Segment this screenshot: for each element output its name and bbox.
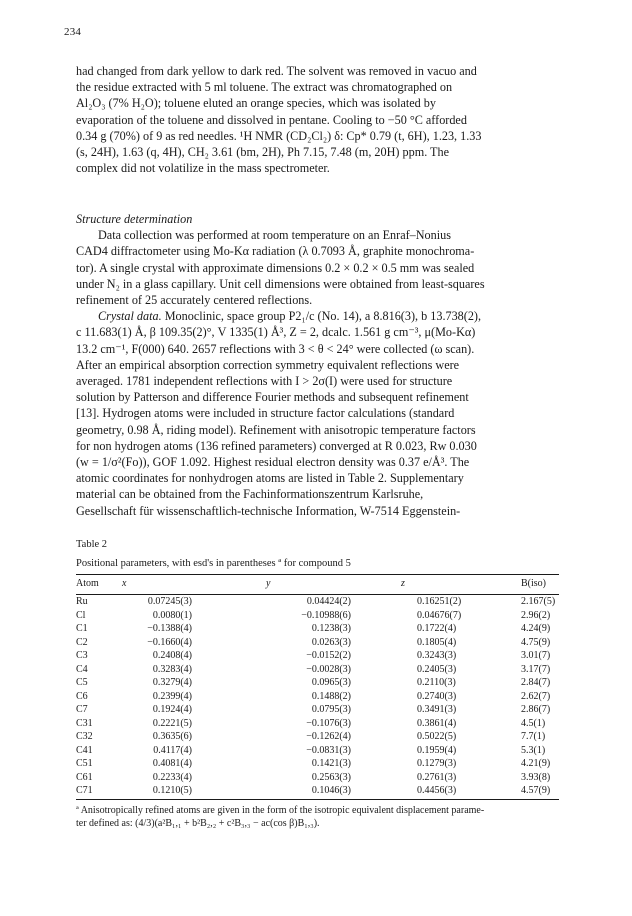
table-row [76,771,559,785]
cell-y: −0.10988(6) [301,609,351,621]
cell-biso: 2.167(5) [521,596,556,607]
cell-biso: 3.93(8) [521,771,551,783]
table-row [76,649,559,663]
text-line: solution by Patterson and difference Fourier methods and subsequent refinement [76,390,469,405]
cell-x: 0.3635(6) [152,731,192,742]
cell-atom: C6 [76,690,88,702]
cell-atom: C4 [76,663,88,675]
cell-z: 0.2405(3) [417,663,457,675]
cell-biso: 4.24(9) [521,623,551,634]
text-line: atomic coordinates for nonhydrogen atoms are listed in Table 2. Supplementary [76,471,464,486]
cell-biso: 4.57(9) [521,785,551,796]
table-row [76,784,559,798]
cell-z: 0.16251(2) [417,596,462,607]
table-row [76,609,559,623]
cell-biso: 5.3(1) [521,744,546,756]
cell-x: 0.07245(3) [147,596,192,607]
cell-y: 0.1488(2) [311,690,351,702]
text-fragment: Monoclinic, space group P2₁/c (No. 14), a 8.816(3), b 13.738(2), [161,309,482,324]
table-row [76,744,559,758]
cell-z: 0.5022(5) [417,731,457,742]
table-description: Positional parameters, with esd's in parentheses ª for compound 5 [76,558,351,569]
cell-y: 0.0795(3) [311,704,351,715]
text-line: the residue extracted with 5 ml toluene. The extract was chromatographed on [76,80,453,95]
cell-atom: C71 [76,785,93,796]
text-line: under N₂ in a glass capillary. Unit cell dimensions were obtained from least-squares [76,276,485,291]
cell-atom: C61 [76,771,93,783]
cell-x: 0.3279(4) [152,677,192,688]
cell-z: 0.1279(3) [417,758,457,769]
cell-biso: 4.75(9) [521,636,551,648]
text-line: material can be obtained from the Fachinformationszentrum Karlsruhe, [76,487,424,502]
cell-y: −0.0831(3) [306,744,351,756]
cell-x: 0.4117(4) [153,744,192,756]
cell-biso: 4.21(9) [521,758,551,769]
text-line: had changed from dark yellow to dark red. The solvent was removed in vacuo and [76,64,477,78]
cell-atom: Ru [76,596,88,607]
text-line: After an empirical absorption correction symmetry equivalent reflections were [76,357,460,372]
cell-atom: C32 [76,731,93,742]
cell-y: 0.1046(3) [311,785,351,796]
cell-z: 0.3491(3) [417,704,457,715]
table-2 [76,538,559,831]
text-line: Data collection was performed at room temperature on an Enraf–Nonius [98,228,451,243]
text-line: 13.2 cm⁻¹, F(000) 640. 2657 reflections with 3 < θ < 24° were collected (ω scan). [76,341,475,356]
table-row [76,636,559,650]
text-line: for non hydrogen atoms (136 refined parameters) converged at R 0.023, Rw 0.030 [76,438,477,453]
cell-x: 0.0080(1) [152,609,192,621]
cell-atom: Cl [76,609,86,621]
text-line: geometry, 0.98 Å, riding model). Refinement with anisotropic temperature factors [76,422,476,437]
cell-x: 0.4081(4) [152,758,192,769]
header-atom: Atom [76,578,99,589]
text-line: refinement of 25 accurately centered reflections. [76,293,313,308]
cell-biso: 3.17(7) [521,663,551,675]
text-line [76,308,559,324]
cell-y: 0.1421(3) [311,758,351,769]
cell-z: 0.3243(3) [417,650,457,661]
footnote-line: ter defined as: (4/3)(a²B₁,₁ + b²B₂,₂ + c²B₃,₃ − ac(cos β)B₁,₃). [76,818,320,829]
cell-z: 0.1722(4) [417,623,457,634]
text-line: tor). A single crystal with approximate dimensions 0.2 × 0.2 × 0.5 mm was sealed [76,260,475,275]
cell-z: 0.04676(7) [417,609,462,621]
cell-y: 0.04424(2) [306,596,351,607]
cell-y: −0.0152(2) [306,650,351,661]
header-x: x [122,578,127,589]
cell-y: 0.0965(3) [311,677,351,688]
cell-biso: 2.86(7) [521,704,551,715]
cell-z: 0.3861(4) [417,717,457,729]
cell-z: 0.1805(4) [417,636,457,648]
cell-biso: 2.96(2) [521,609,551,621]
table-body [76,595,559,798]
cell-x: 0.2399(4) [152,690,192,702]
text-line: CAD4 diffractometer using Mo-Kα radiation (λ 0.7093 Å, graphite monochroma- [76,244,475,259]
cell-y: 0.1238(3) [311,623,351,634]
text-line: (w = 1/σ²(Fo)), GOF 1.092. Highest residual electron density was 0.37 e/Å³. The [76,455,470,470]
cell-atom: C3 [76,650,88,661]
cell-z: 0.2110(3) [417,677,456,688]
table-title: Table 2 [76,539,108,550]
cell-z: 0.1959(4) [417,744,457,756]
cell-y: 0.0263(3) [311,636,351,648]
table-row [76,663,559,677]
structure-section [76,211,559,519]
crystal-data-label: Crystal data. [98,309,162,324]
table-row [76,717,559,731]
positional-parameters-table [76,575,559,798]
cell-atom: C31 [76,717,93,729]
cell-atom: C1 [76,623,88,634]
header-biso: B(iso) [521,578,546,589]
cell-x: 0.2221(5) [152,717,192,729]
table-row [76,757,559,771]
cell-atom: C2 [76,636,88,648]
text-line: [13]. Hydrogen atoms were included in structure factor calculations (standard [76,406,455,421]
cell-x: 0.3283(4) [152,663,192,675]
cell-biso: 2.62(7) [521,690,551,702]
table-row [76,676,559,690]
cell-y: −0.1076(3) [306,717,351,729]
text-line: 0.34 g (70%) of 9 as red needles. ¹H NMR (CD₂Cl₂) δ: Cp* 0.79 (t, 6H), 1.23, 1.33 [76,128,482,143]
cell-biso: 3.01(7) [521,650,551,661]
cell-biso: 4.5(1) [521,717,546,729]
cell-z: 0.2761(3) [417,771,457,783]
cell-x: 0.2408(4) [152,650,192,661]
header-z: z [401,578,405,589]
table-row [76,703,559,717]
text-line: Al₂O₃ (7% H₂O); toluene eluted an orange species, which was isolated by [76,96,436,111]
text-line: averaged. 1781 independent reflections with I > 2σ(I) were used for structure [76,374,453,389]
text-line: (s, 24H), 1.63 (q, 4H), CH₂ 3.61 (bm, 2H), Ph 7.15, 7.48 (m, 20H) ppm. The [76,145,450,160]
cell-y: −0.1262(4) [306,731,351,742]
table-footnote [76,804,559,831]
header-y: y [266,578,271,589]
cell-z: 0.4456(3) [417,785,457,796]
table-row [76,690,559,704]
table-header-row [76,575,559,592]
text-line: c 11.683(1) Å, β 109.35(2)°, V 1335(1) Å³, Z = 2, dcalc. 1.561 g cm⁻³, μ(Mo-Kα) [76,325,476,340]
text-line: evaporation of the toluene and dissolved in pentane. Cooling to −50 °C afforded [76,112,467,127]
cell-atom: C5 [76,677,88,688]
page-number: 234 [64,26,82,38]
cell-z: 0.2740(3) [417,690,457,702]
table-rule-bottom [76,799,559,800]
cell-atom: C7 [76,704,88,715]
table-row [76,622,559,636]
paragraph-synthesis [76,63,559,176]
text-line: Gesellschaft für wissenschaftlich-technische Information, W-7514 Eggenstein- [76,503,461,518]
cell-x: 0.1210(5) [152,785,192,796]
cell-x: 0.1924(4) [152,704,192,715]
cell-x: −0.1388(4) [147,623,192,634]
cell-x: −0.1660(4) [147,636,192,648]
table-row [76,730,559,744]
cell-y: 0.2563(3) [311,771,351,783]
footnote-line: ª Anisotropically refined atoms are given in the form of the isotropic equivalent displacement parame- [76,804,485,816]
table-row [76,595,559,609]
cell-atom: C51 [76,758,93,769]
cell-x: 0.2233(4) [152,771,192,783]
section-heading: Structure determination [76,212,193,226]
cell-biso: 2.84(7) [521,677,551,688]
cell-y: −0.0028(3) [306,663,351,675]
cell-atom: C41 [76,744,93,756]
text-line: complex did not volatilize in the mass spectrometer. [76,161,330,176]
cell-biso: 7.7(1) [521,731,546,742]
